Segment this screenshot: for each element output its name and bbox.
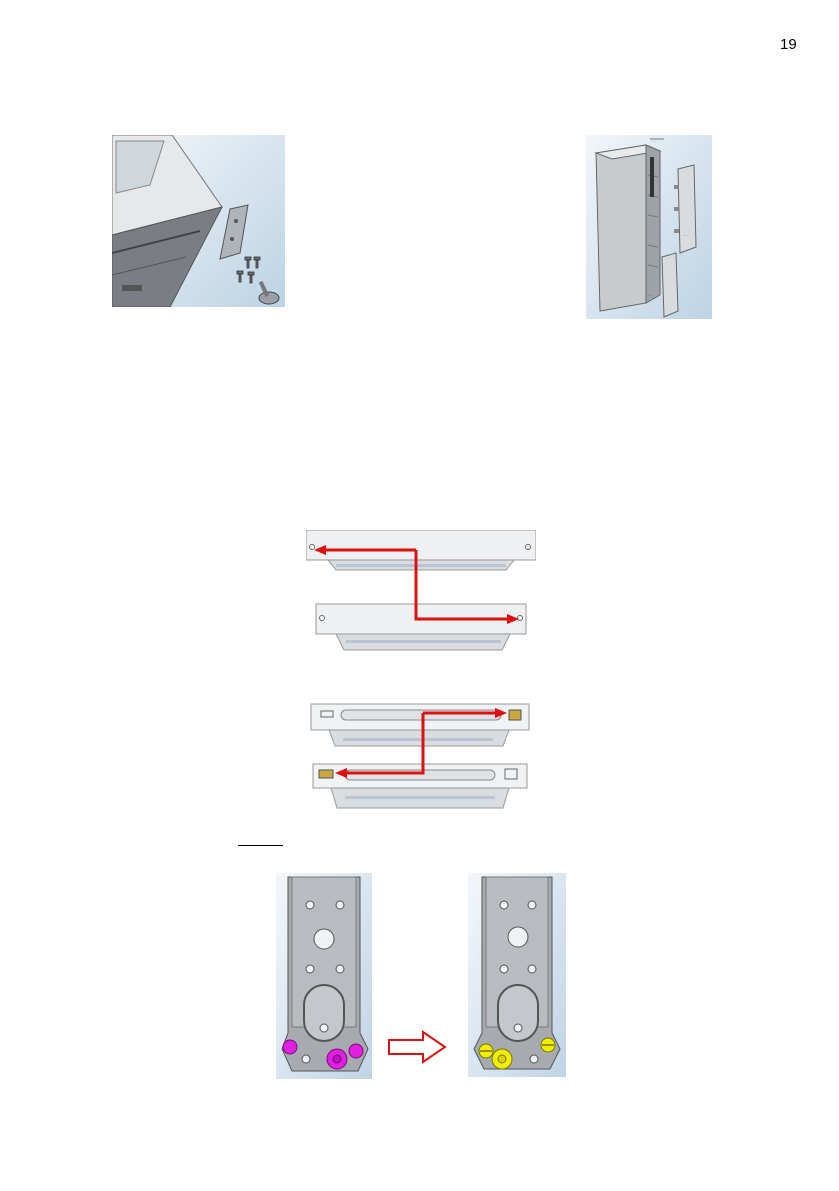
door-stop-swap-illustration — [309, 700, 531, 812]
right-arrow-icon — [387, 1030, 447, 1064]
svg-text:· ·: · · — [648, 293, 653, 299]
hinge-after-illustration — [468, 873, 566, 1077]
hinge-before-illustration — [276, 873, 372, 1079]
doors-removal-illustration — [586, 135, 712, 319]
door-end-cap-swap-illustration — [306, 530, 536, 652]
svg-text:· ·: · · — [684, 233, 689, 239]
bottom-hinge-removal-illustration — [112, 135, 285, 307]
svg-text:· ·: · · — [652, 139, 657, 145]
underlined-label-rule — [238, 845, 283, 846]
page-number: 19 — [780, 36, 797, 53]
